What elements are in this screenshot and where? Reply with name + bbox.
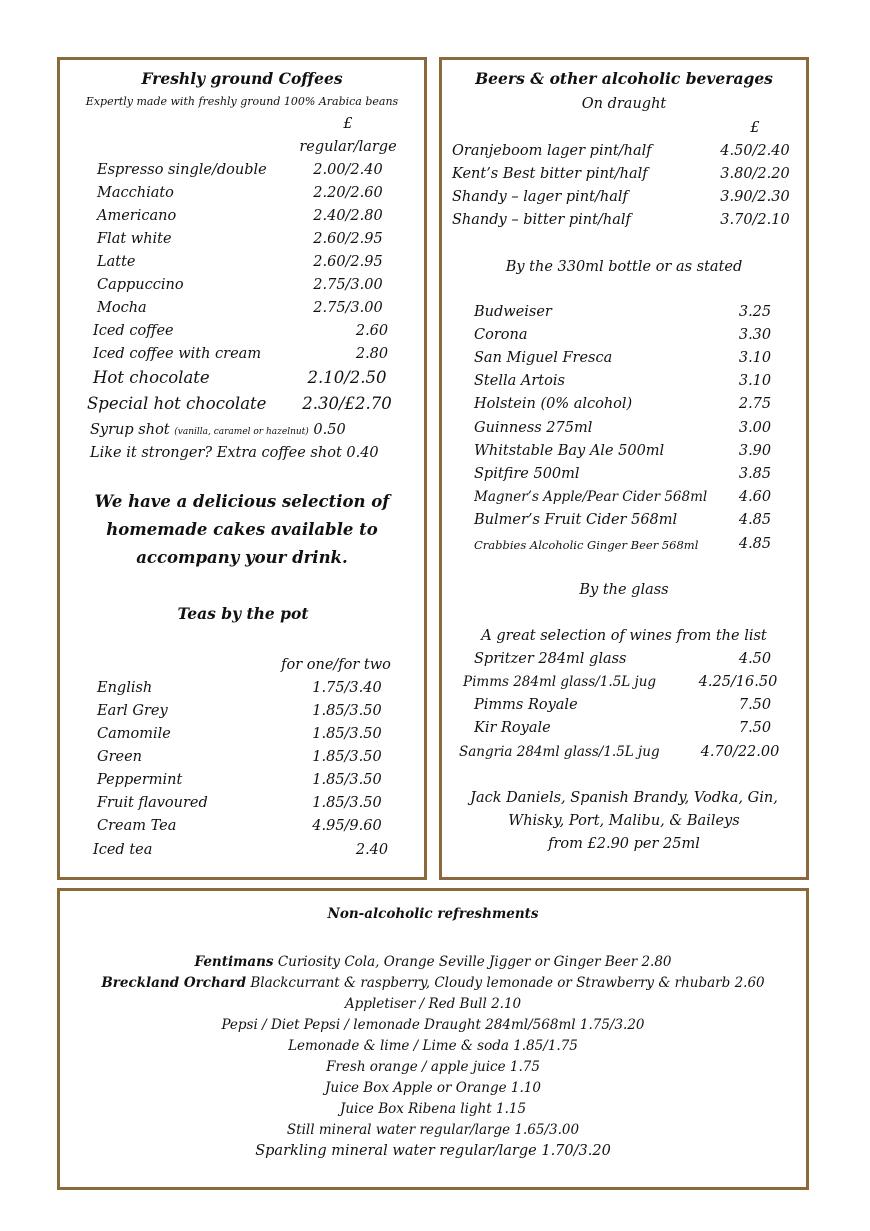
menu-item-price: 7.50 [738, 720, 772, 736]
menu-item-price: 2.75 [738, 396, 772, 412]
bottle-header: By the 330ml bottle or as stated [505, 259, 743, 275]
menu-item-name: Cappuccino [97, 277, 184, 293]
menu-item-price: 1.85/3.50 [312, 703, 382, 719]
menu-item-price: 2.75/3.00 [313, 300, 383, 316]
menu-item-price: 2.60/2.95 [313, 254, 383, 270]
menu-item-name: Earl Grey [97, 703, 168, 719]
soft-line-breckland [60, 975, 806, 991]
soft-line: Still mineral water regular/large 1.65/3.00 [286, 1122, 580, 1138]
extra-shot: Like it stronger? Extra coffee shot 0.40 [90, 445, 379, 461]
menu-item-name: Peppermint [97, 772, 183, 788]
menu-item-price: 2.10/2.50 [307, 368, 387, 387]
teas-size-header: for one/for two [281, 657, 391, 673]
syrup-price: 0.50 [313, 422, 346, 438]
menu-item-name: Shandy – bitter pint/half [452, 212, 631, 228]
menu-item-name: Shandy – lager pint/half [452, 189, 628, 205]
menu-item-name: Budweiser [474, 304, 552, 320]
soft-line: Appletiser / Red Bull 2.10 [344, 996, 522, 1012]
menu-item-name: Iced coffee [93, 323, 174, 339]
menu-item-price: 4.85 [738, 536, 772, 552]
menu-item-name: Green [97, 749, 143, 765]
menu-item-price: 2.80 [355, 346, 389, 362]
menu-item-price: 4.50/2.40 [720, 143, 790, 159]
draught-header: On draught [581, 96, 667, 112]
menu-item-name: Iced tea [93, 842, 153, 858]
menu-item-price: 1.85/3.50 [312, 795, 382, 811]
spirits-line: Jack Daniels, Spanish Brandy, Vodka, Gin, [470, 790, 778, 806]
soft-line: Juice Box Ribena light 1.15 [339, 1101, 527, 1117]
soft-line-fentimans [60, 954, 806, 970]
menu-item-name: Crabbies Alcoholic Ginger Beer 568ml [474, 538, 699, 552]
menu-item-name: Flat white [97, 231, 172, 247]
menu-item-price: 2.60 [355, 323, 389, 339]
beers-currency: £ [750, 120, 760, 136]
menu-item-price: 1.75/3.40 [312, 680, 382, 696]
menu-item-price: 1.85/3.50 [312, 726, 382, 742]
brand-name: Fentimans [194, 954, 274, 970]
menu-item-name: Spitfire 500ml [474, 466, 580, 482]
cakes-line: accompany your drink. [136, 548, 348, 567]
coffee-size-header: regular/large [299, 139, 397, 155]
menu-item-price: 2.30/£2.70 [302, 394, 392, 413]
menu-item-name: Holstein (0% alcohol) [474, 396, 633, 412]
menu-item-name: Kent’s Best bitter pint/half [452, 166, 648, 182]
menu-item-price: 3.10 [738, 373, 772, 389]
beers-title: Beers & other alcoholic beverages [475, 69, 773, 88]
menu-item-price: 1.85/3.50 [312, 772, 382, 788]
soft-line: Fresh orange / apple juice 1.75 [326, 1059, 540, 1075]
menu-item-price: 7.50 [738, 697, 772, 713]
soft-line: Juice Box Apple or Orange 1.10 [325, 1080, 541, 1096]
menu-item-price: 3.25 [738, 304, 772, 320]
coffee-subtitle: Expertly made with freshly ground 100% Arabica beans [85, 95, 399, 108]
menu-item-name: Mocha [97, 300, 147, 316]
wine-note: A great selection of wines from the list [481, 628, 767, 644]
menu-item-price: 4.50 [738, 651, 772, 667]
menu-item-price: 4.25/16.50 [698, 674, 778, 690]
glass-header: By the glass [579, 582, 669, 598]
menu-item-name: Cream Tea [97, 818, 177, 834]
menu-item-name: English [97, 680, 153, 696]
menu-item-price: 3.85 [738, 466, 772, 482]
menu-item-price: 3.90 [738, 443, 772, 459]
cakes-line: We have a delicious selection of [94, 492, 390, 511]
spirits-line: from £2.90 per 25ml [548, 836, 700, 852]
soft-line-text: Curiosity Cola, Orange Seville Jigger or Ginger Beer 2.80 [273, 954, 672, 970]
spirits-line: Whisky, Port, Malibu, & Baileys [508, 813, 740, 829]
menu-item-name: Pimms Royale [474, 697, 578, 713]
menu-item-price: 2.40 [355, 842, 389, 858]
menu-item-name: Magner’s Apple/Pear Cider 568ml [474, 489, 708, 505]
menu-item-price: 4.60 [738, 489, 772, 505]
soft-drinks-panel [57, 888, 809, 1190]
menu-item-price: 3.70/2.10 [720, 212, 790, 228]
menu-item-name: Guinness 275ml [474, 420, 593, 436]
soft-line: Lemonade & lime / Lime & soda 1.85/1.75 [288, 1038, 578, 1054]
menu-item-price: 2.00/2.40 [313, 162, 383, 178]
menu-item-price: 1.85/3.50 [312, 749, 382, 765]
menu-item-name: Espresso single/double [97, 162, 267, 178]
teas-title: Teas by the pot [177, 604, 309, 623]
menu-item-price: 4.95/9.60 [312, 818, 382, 834]
menu-item-name: Fruit flavoured [97, 795, 208, 811]
cakes-promo [60, 488, 424, 572]
menu-item-name: Stella Artois [474, 373, 565, 389]
syrup-note: (vanilla, caramel or hazelnut) [174, 427, 309, 437]
menu-item-name: Iced coffee with cream [93, 346, 262, 362]
menu-item-name: San Miguel Fresca [474, 350, 613, 366]
menu-item-name: Hot chocolate [93, 368, 210, 387]
menu-item-name: Whitstable Bay Ale 500ml [474, 443, 665, 459]
menu-item-name: Sangria 284ml glass/1.5L jug [459, 744, 660, 760]
menu-item-price: 3.10 [738, 350, 772, 366]
coffee-title: Freshly ground Coffees [141, 69, 343, 88]
soft-title: Non-alcoholic refreshments [327, 906, 539, 922]
syrup-shot [90, 421, 346, 441]
cakes-line: homemade cakes available to [106, 520, 378, 539]
menu-item-name: Spritzer 284ml glass [474, 651, 627, 667]
menu-item-name: Kir Royale [474, 720, 551, 736]
soft-line-text: Blackcurrant & raspberry, Cloudy lemonade or Strawberry & rhubarb 2.60 [246, 975, 765, 991]
menu-item-name: Camomile [97, 726, 171, 742]
menu-item-price: 3.30 [738, 327, 772, 343]
brand-name: Breckland Orchard [101, 975, 247, 991]
menu-item-name: Bulmer’s Fruit Cider 568ml [474, 512, 678, 528]
menu-item-price: 2.75/3.00 [313, 277, 383, 293]
menu-item-name: Oranjeboom lager pint/half [452, 143, 652, 159]
soft-line: Sparkling mineral water regular/large 1.70/3.20 [255, 1143, 611, 1159]
menu-item-price: 3.00 [738, 420, 772, 436]
menu-item-price: 3.80/2.20 [720, 166, 790, 182]
menu-item-price: 2.60/2.95 [313, 231, 383, 247]
menu-item-name: Pimms 284ml glass/1.5L jug [463, 674, 657, 690]
menu-item-price: 3.90/2.30 [720, 189, 790, 205]
menu-item-name: Latte [97, 254, 136, 270]
syrup-label: Syrup shot [90, 422, 170, 438]
menu-item-name: Macchiato [97, 185, 174, 201]
menu-item-price: 2.20/2.60 [313, 185, 383, 201]
menu-item-price: 2.40/2.80 [313, 208, 383, 224]
menu-item-name: Americano [97, 208, 177, 224]
coffee-currency: £ [343, 116, 353, 132]
menu-item-price: 4.85 [738, 512, 772, 528]
menu-item-price: 4.70/22.00 [700, 744, 780, 760]
menu-item-name: Corona [474, 327, 528, 343]
menu-item-name: Special hot chocolate [87, 394, 267, 413]
soft-line: Pepsi / Diet Pepsi / lemonade Draught 284ml/568ml 1.75/3.20 [221, 1017, 645, 1033]
